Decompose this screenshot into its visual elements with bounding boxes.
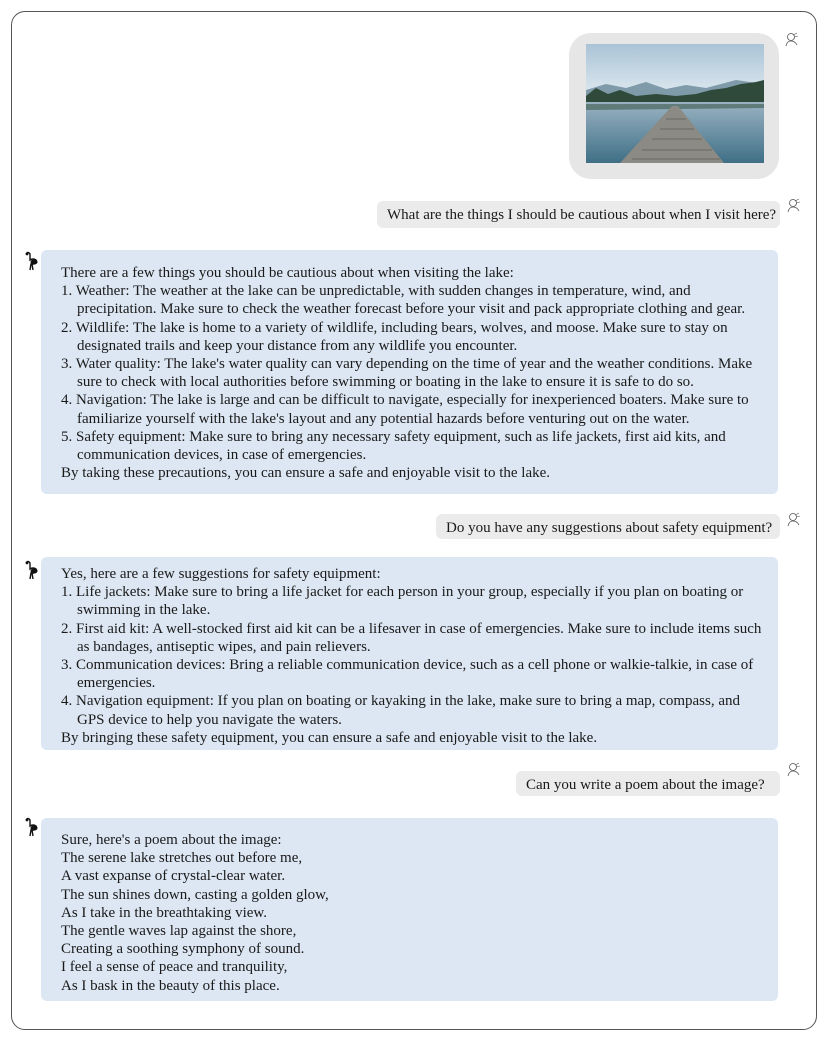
answer-intro: There are a few things you should be cautious about when visiting the lake:: [61, 265, 514, 281]
answer-item-line: 3. Water quality: The lake's water quality can vary depending on the time of year and the weather conditions. Make: [61, 356, 753, 373]
answer-item-line: designated trails and keep your distance from any wildlife you encounter.: [77, 337, 518, 354]
user-message: What are the things I should be cautious about when I visit here?: [377, 201, 780, 228]
answer-item-line: 2. First aid kit: A well-stocked first aid kit can be a lifesaver in case of emergencies. Make sure to include items such: [61, 620, 762, 637]
answer-outro: By taking these precautions, you can ensure a safe and enjoyable visit to the lake.: [61, 465, 551, 482]
user-avatar-icon: [786, 512, 802, 528]
user-avatar-icon: [784, 32, 800, 48]
poem-line: As I bask in the beauty of this place.: [61, 977, 280, 994]
assistant-message: [41, 557, 778, 750]
answer-item-line: 4. Navigation: The lake is large and can be difficult to navigate, especially for inexperienced boaters. Make sure to: [61, 392, 749, 409]
poem-line: Creating a soothing symphony of sound.: [61, 941, 305, 958]
user-avatar-icon: [786, 762, 802, 778]
ostrich-bot-icon: [23, 817, 39, 837]
answer-item-line: GPS device to help you navigate the waters.: [77, 711, 342, 728]
poem-line: The gentle waves lap against the shore,: [61, 923, 297, 940]
answer-item-line: precipitation. Make sure to check the weather forecast before your visit and pack appropriate clothing and gear.: [77, 301, 746, 318]
answer-item-line: swimming in the lake.: [77, 602, 211, 619]
answer-item-line: communication devices, in case of emergencies.: [77, 447, 367, 464]
answer-item-line: 3. Communication devices: Bring a reliable communication device, such as a cell phone or walkie-talkie, in case of: [61, 657, 754, 674]
answer-item-line: 1. Life jackets: Make sure to bring a life jacket for each person in your group, especially if you plan on boating or: [61, 584, 744, 601]
user-avatar-icon: [786, 198, 802, 214]
poem-line: I feel a sense of peace and tranquility,: [61, 959, 288, 976]
answer-item-line: 1. Weather: The weather at the lake can be unpredictable, with sudden changes in temperature, wind, and: [61, 283, 691, 300]
assistant-message: [41, 250, 778, 494]
poem-line: A vast expanse of crystal-clear water.: [61, 868, 286, 885]
lake-photo: [586, 44, 764, 163]
answer-item-line: 5. Safety equipment: Make sure to bring any necessary safety equipment, such as life jackets, first aid kits, and: [61, 428, 726, 445]
answer-item-line: emergencies.: [77, 675, 156, 692]
ostrich-bot-icon: [23, 560, 39, 580]
poem-line: The sun shines down, casting a golden glow,: [61, 886, 329, 903]
poem-line: As I take in the breathtaking view.: [61, 904, 268, 921]
answer-item-line: 4. Navigation equipment: If you plan on boating or kayaking in the lake, make sure to bring a map, compass, and: [61, 693, 740, 710]
poem-line: The serene lake stretches out before me,: [61, 850, 303, 867]
poem-line: Sure, here's a poem about the image:: [61, 832, 282, 848]
answer-intro: Yes, here are a few suggestions for safety equipment:: [61, 566, 381, 582]
user-message: Can you write a poem about the image?: [516, 771, 780, 796]
user-message: Do you have any suggestions about safety equipment?: [436, 514, 780, 539]
user-image-message[interactable]: [569, 33, 779, 179]
answer-item-line: 2. Wildlife: The lake is home to a variety of wildlife, including bears, wolves, and moose. Make sure to stay on: [61, 319, 728, 336]
answer-item-line: familiarize yourself with the lake's layout and any potential hazards before venturing out on the water.: [77, 410, 690, 427]
answer-item-line: sure to check with local authorities before swimming or boating in the lake to ensure it is safe to do so.: [77, 374, 694, 391]
answer-outro: By bringing these safety equipment, you can ensure a safe and enjoyable visit to the lake.: [61, 729, 598, 746]
assistant-message: [41, 818, 778, 1001]
ostrich-bot-icon: [23, 251, 39, 271]
answer-item-line: as bandages, antiseptic wipes, and pain relievers.: [77, 638, 371, 655]
